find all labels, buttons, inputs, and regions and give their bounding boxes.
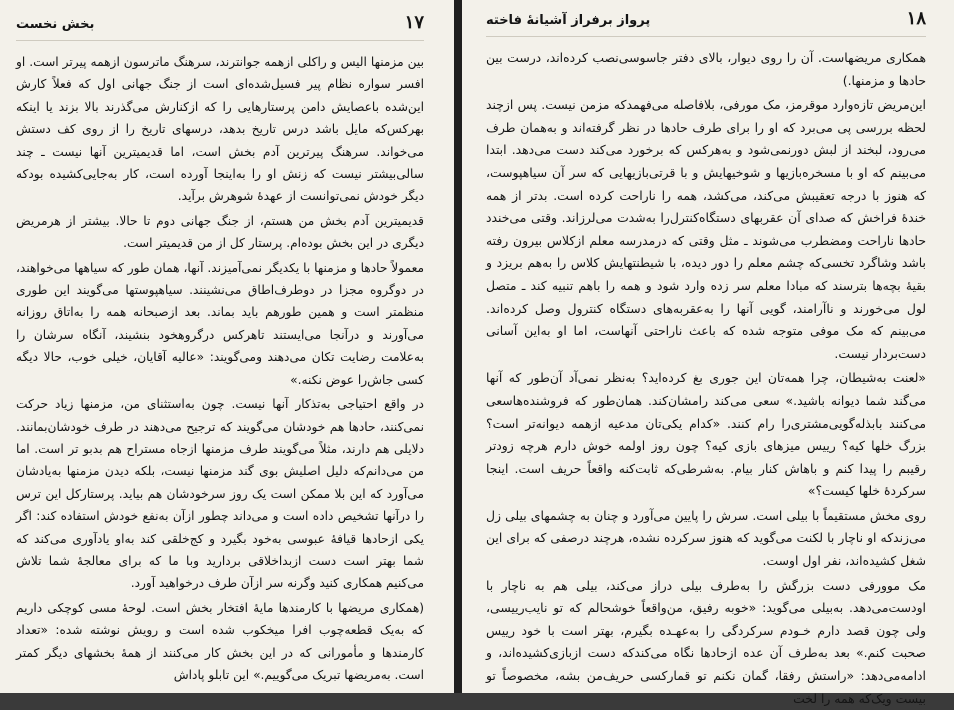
right-paragraph-4: روی مخش مستقیماً با بیلی است. سرش را پایین می‌آورد و چنان به چشمهای بیلی زل می‌زندکه او ناچار با لکنت می‌گوید که هنوز سرکرده نشده، هرچند درصفی که برای این شغل کشیده‌اند، نفر اول اوست. xyxy=(486,507,926,569)
right-paragraph-1: همکاری مریضهاست. آن را روی دیوار، بالای دفتر جاسوسی‌نصب کرده‌اند، درست بین حادها و مزمنها.) xyxy=(486,50,926,88)
right-running-head: پرواز برفراز آشیانهٔ فاخته xyxy=(486,13,651,28)
right-page-header xyxy=(486,8,926,37)
right-paragraph-2: این‌مریض تازه‌وارد موقرمز، مک مورفی، بلافاصله می‌فهمدکه مزمن نیست. پس ازچند لحظه بررسی پی می‌برد که او را برای طرف حادها در نظر گرفته‌اند و به‌همان طرف می‌رود، لبخند از لبش دورنمی‌شود و به‌هرکس که برخورد می‌کند دست می‌دهد. ابتدا می‌بینم که او با مسخره‌بازیها و شوخیهایش و با قرتی‌بازیهایی که سر آن سیاهپوست، که هنوز با درجه تعقیبش می‌کند، می‌کشد، همه را ناراحت کرده است. بدتر از همه خندهٔ فراخش که صدای آن عقربهای دستگاه‌کنترل‌را به‌شدت می‌لرزاند. وقتی می‌خندد حادها ناراحت ومضطرب می‌شوند ـ مثل وقتی که درمدرسه معلم ازکلاس بیرون رفته باشد وشاگرد تخسی‌که چشم معلم را دور دیده، با شیطنتهایش کلاس را به‌هم بریزد و بقیهٔ بچه‌ها بترسند که مبادا معلم سر زده وارد شود و همه را با‌هم تنبیه کند ـ متصل لول می‌خورند و ناآرامند، گویی آنها را به‌عقربه‌های دستگاه کنترول وصل کرده‌اند. می‌بینم که مک موفی متوجه شده که باعث ناراحتی آنهاست، اما او به‌این آسانی دست‌بردار نیست. xyxy=(486,97,926,361)
left-paragraph-3: معمولاً حادها و مزمنها با یکدیگر نمی‌آمیزند. آنها، همان طور که سیاهها می‌خواهند، در دوگروه مجزا در دوطرف‌اطاق می‌نشینند. سیاهپوستها می‌گویند این طوری منظمتر است و همین طورهم باید بماند. بعد ازصبحانه همه را به‌اتاق روزانه می‌آورند و درآنجا می‌ایستند تاهرکس درگروهخود بنشیند، آنگاه سرشان را به‌علامت رضایت تکان می‌دهند ومی‌گویند: «عالیه آقایان، خیلی خوب، حالا دیگه کسی جاش‌را عوض نکنه.» xyxy=(16,260,424,387)
left-paragraph-1: بین مزمنها الیس و راکلی ازهمه جوانترند، سرهنگ ماترسون ازهمه پیرتر است. او افسر سواره نظام پیر فسیل‌شده‌ای است از جنگ جهانی اول که فعلاً کارش این‌شده باعصایش دامن پرستارهایی را که ازکنارش می‌گذرند بالا بزند یا اینکه بهرکس‌که مایل باشد درس تاریخ بدهد، درسهای تاریخ را از روی کف دستش می‌خواند. سرهنگ پیرترین آدم بخش است، اما قدیمیترین آنها نیست ـ چند سالی‌بیشتر نیست که زنش او را به‌اینجا آورده است، کار به‌جایی‌کشیده بودکه دیگر خودش نمی‌توانست از عهدهٔ شوهرش برآید. xyxy=(16,55,424,204)
left-running-head: بخش نخست xyxy=(16,17,95,32)
right-page-body xyxy=(486,47,926,710)
left-page-number: ۱۷ xyxy=(404,12,424,33)
book-gutter xyxy=(454,0,462,693)
right-paragraph-3: «لعنت به‌شیطان، چرا همه‌تان این جوری بغ کرده‌اید؟ به‌نظر نمی‌آد آن‌طور که آنها می‌گند شما دیوانه باشید.» سعی می‌کند رامشان‌کند. همان‌طور که فروشنده‌هاسعی می‌کنند با‌بذله‌گویی‌مشتری‌را رام کنند. «کدام یکی‌تان مدعیه ازهمه دیوانه‌تر است؟ بزرگ خلها کیه؟ رییس میزهای بازی کیه؟ چون روز اولمه خوش دارم هرچه زودتر رقیبم را پیدا کنم و باهاش کنار بیام. به‌شرطی‌که ثابت‌کنه واقعاً حریف است. اینجا سرکردهٔ خلها کیست؟» xyxy=(486,370,926,499)
left-page-body xyxy=(16,51,424,686)
left-page xyxy=(0,0,454,693)
left-paragraph-4: در واقع احتیاجی به‌تذکار آنها نیست. چون به‌استثنای من، مزمنها زیاد حرکت نمی‌کنند، حادها هم خودشان می‌گویند که ترجیح می‌دهند در طرف خودشان‌بمانند. دلایلی هم دارند، مثلاً می‌گویند طرف مزمنها ازجاه مستراح هم بدبو تر است. اما من می‌دانم‌که دلیل اصلیش بوی گند مزمنها نیست، بلکه دیدن مزمنها به‌یادشان می‌آورد که این بلا ممکن است یک روز سرخودشان هم بیاید. پرستارکل این ترس را درآنها تشخیص داده است و می‌داند چطور ازآن به‌نفع خودش استفاده کند: اگر یکی ازحادها قیافهٔ عبوسی به‌خود بگیرد و کج‌خلقی کند به‌او یادآوری می‌کند که شما بهتر است دست ازبداخلاقی بردارید وبا ما که برای معالجهٔ شما تلاش می‌کنیم همکاری کنید وگرنه سر ازآن طرف درخواهید آورد. xyxy=(16,397,424,591)
left-paragraph-5: (همکاری مریضها با کارمندها مایهٔ افتخار بخش است. لوحهٔ مسی کوچکی داریم که به‌یک قطعه‌چوب افرا میخکوب شده است و رویش نوشته شده: «تعداد کارمندها و مأمورانی که در این بخش کار می‌کنند از همهٔ بخشهای دیگر کمتر است. به‌مریضها تبریک می‌گوییم.» این تابلو پاداش xyxy=(16,600,424,682)
right-page-number: ۱۸ xyxy=(906,8,926,29)
right-page xyxy=(462,0,954,706)
left-paragraph-2: قدیمیترین آدم بخش من هستم، از جنگ جهانی دوم تا حالا. بیشتر از هرمریض دیگری در این بخش بوده‌ام. پرستار کل از من قدیمیتر است. xyxy=(16,213,424,251)
right-paragraph-5: مک موورفی دست بزرگش را به‌طرف بیلی دراز می‌کند، بیلی هم به ناچار با اودست‌می‌دهد. به‌بیلی می‌گوید: «خوبه رفیق، من‌واقعاً خوشحالم که تو نایب‌رییسی، ولی چون قصد دارم خـودم سرکردگی را به‌عهـده بگیرم، بهتر است با خود رییس صحبت کنم.» بعد به‌طرف آن عده ازحادها نگاه می‌کندکه دست ازبازی‌کشیده‌اند، و ادامه‌می‌دهد: «راستش رفقا، گمان نکنم تو قمارکسی حریف‌من بشه، مخصوصاً تو بیست و‌یک‌که همه را لخت xyxy=(486,577,926,706)
left-page-header xyxy=(16,12,424,41)
